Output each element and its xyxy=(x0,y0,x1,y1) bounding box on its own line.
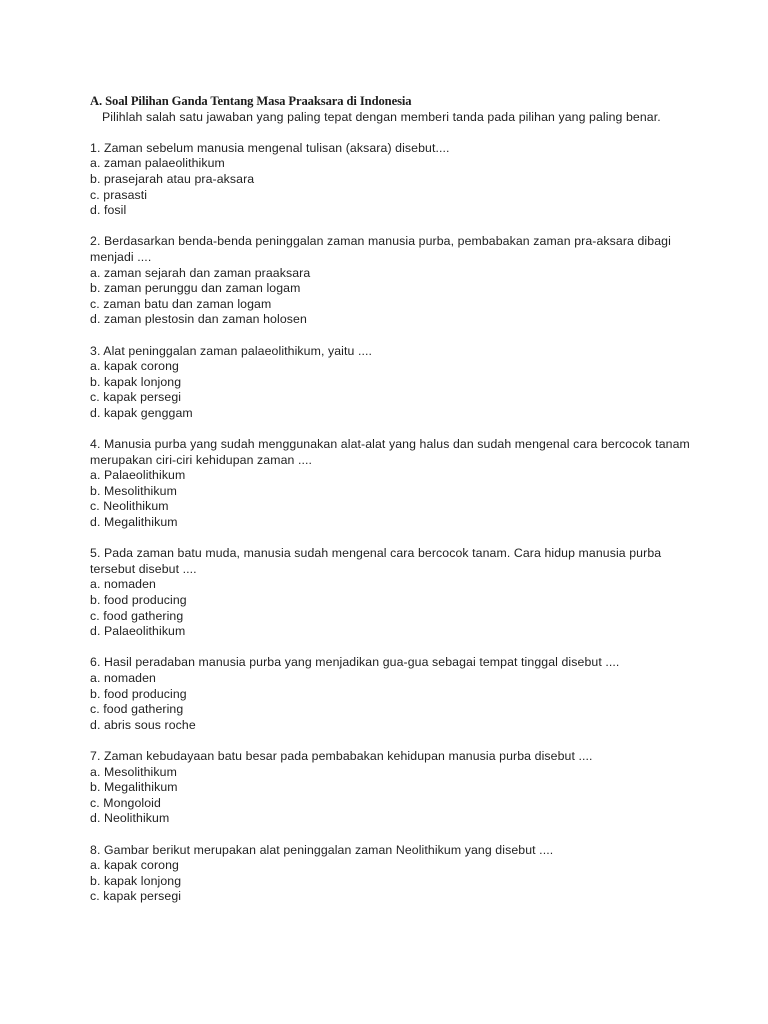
question-8 xyxy=(90,843,690,905)
option-c: c. zaman batu dan zaman logam xyxy=(90,296,272,311)
option-d: d. abris sous roche xyxy=(90,717,196,732)
question-2 xyxy=(90,234,690,328)
question-text: 4. Manusia purba yang sudah menggunakan alat-alat yang halus dan sudah mengenal cara bercocok tanam merupakan ciri-ciri kehidupan zaman .... xyxy=(90,437,690,467)
option-a: a. nomaden xyxy=(90,670,156,685)
option-c: c. kapak persegi xyxy=(90,889,182,904)
option-c: c. Neolithikum xyxy=(90,499,169,514)
document-page xyxy=(90,94,690,905)
option-list xyxy=(90,858,690,905)
option-a: a. Mesolithikum xyxy=(90,764,177,779)
option-a: a. kapak corong xyxy=(90,858,180,873)
option-a: a. zaman palaeolithikum xyxy=(90,156,225,171)
option-c: c. food gathering xyxy=(90,702,184,717)
option-c: c. prasasti xyxy=(90,187,148,202)
question-text: 1. Zaman sebelum manusia mengenal tulisan (aksara) disebut.... xyxy=(90,140,450,155)
question-text: 5. Pada zaman batu muda, manusia sudah mengenal cara bercocok tanam. Cara hidup manusia purba tersebut disebut .... xyxy=(90,546,662,576)
option-b: b. kapak lonjong xyxy=(90,873,182,888)
instruction-text: Pilihlah salah satu jawaban yang paling tepat dengan memberi tanda pada pilihan yang paling benar. xyxy=(102,109,661,124)
option-list xyxy=(90,765,690,827)
option-c: c. kapak persegi xyxy=(90,390,182,405)
option-a: a. kapak corong xyxy=(90,359,180,374)
question-text: 8. Gambar berikut merupakan alat peninggalan zaman Neolithikum yang disebut .... xyxy=(90,842,554,857)
question-5 xyxy=(90,546,690,640)
option-b: b. Megalithikum xyxy=(90,780,178,795)
option-b: b. food producing xyxy=(90,593,187,607)
option-a: a. nomaden xyxy=(90,577,156,592)
option-a: a. zaman sejarah dan zaman praaksara xyxy=(90,265,311,280)
option-d: d. Neolithikum xyxy=(90,811,170,826)
question-text: 2. Berdasarkan benda-benda peninggalan zaman manusia purba, pembabakan zaman pra-aksara dibagi menjadi .... xyxy=(90,234,671,264)
question-1 xyxy=(90,141,690,219)
option-a: a. Palaeolithikum xyxy=(90,468,186,483)
option-d: d. fosil xyxy=(90,203,127,218)
question-3 xyxy=(90,344,690,422)
option-list xyxy=(90,156,690,218)
option-list xyxy=(90,577,690,639)
question-6 xyxy=(90,655,690,733)
option-d: d. Megalithikum xyxy=(90,515,178,530)
option-list xyxy=(90,468,690,530)
option-list xyxy=(90,671,690,733)
option-list xyxy=(90,266,690,328)
question-text: 6. Hasil peradaban manusia purba yang menjadikan gua-gua sebagai tempat tinggal disebut .... xyxy=(90,655,620,670)
option-c: c. Mongoloid xyxy=(90,795,161,810)
question-7 xyxy=(90,749,690,827)
option-c: c. food gathering xyxy=(90,608,184,623)
option-b: b. zaman perunggu dan zaman logam xyxy=(90,281,301,296)
option-list xyxy=(90,359,690,421)
option-b: b. food producing xyxy=(90,686,187,701)
option-b: b. prasejarah atau pra-aksara xyxy=(90,171,255,186)
option-b: b. Mesolithikum xyxy=(90,483,177,498)
section-heading: A. Soal Pilihan Ganda Tentang Masa Praaksara di Indonesia xyxy=(90,94,412,108)
question-text: 7. Zaman kebudayaan batu besar pada pembabakan kehidupan manusia purba disebut .... xyxy=(90,748,593,763)
question-4 xyxy=(90,437,690,531)
option-d: d. kapak genggam xyxy=(90,405,193,420)
option-d: d. zaman plestosin dan zaman holosen xyxy=(90,312,307,327)
option-b: b. kapak lonjong xyxy=(90,374,182,389)
option-d: d. Palaeolithikum xyxy=(90,624,186,639)
question-text: 3. Alat peninggalan zaman palaeolithikum, yaitu .... xyxy=(90,343,373,358)
